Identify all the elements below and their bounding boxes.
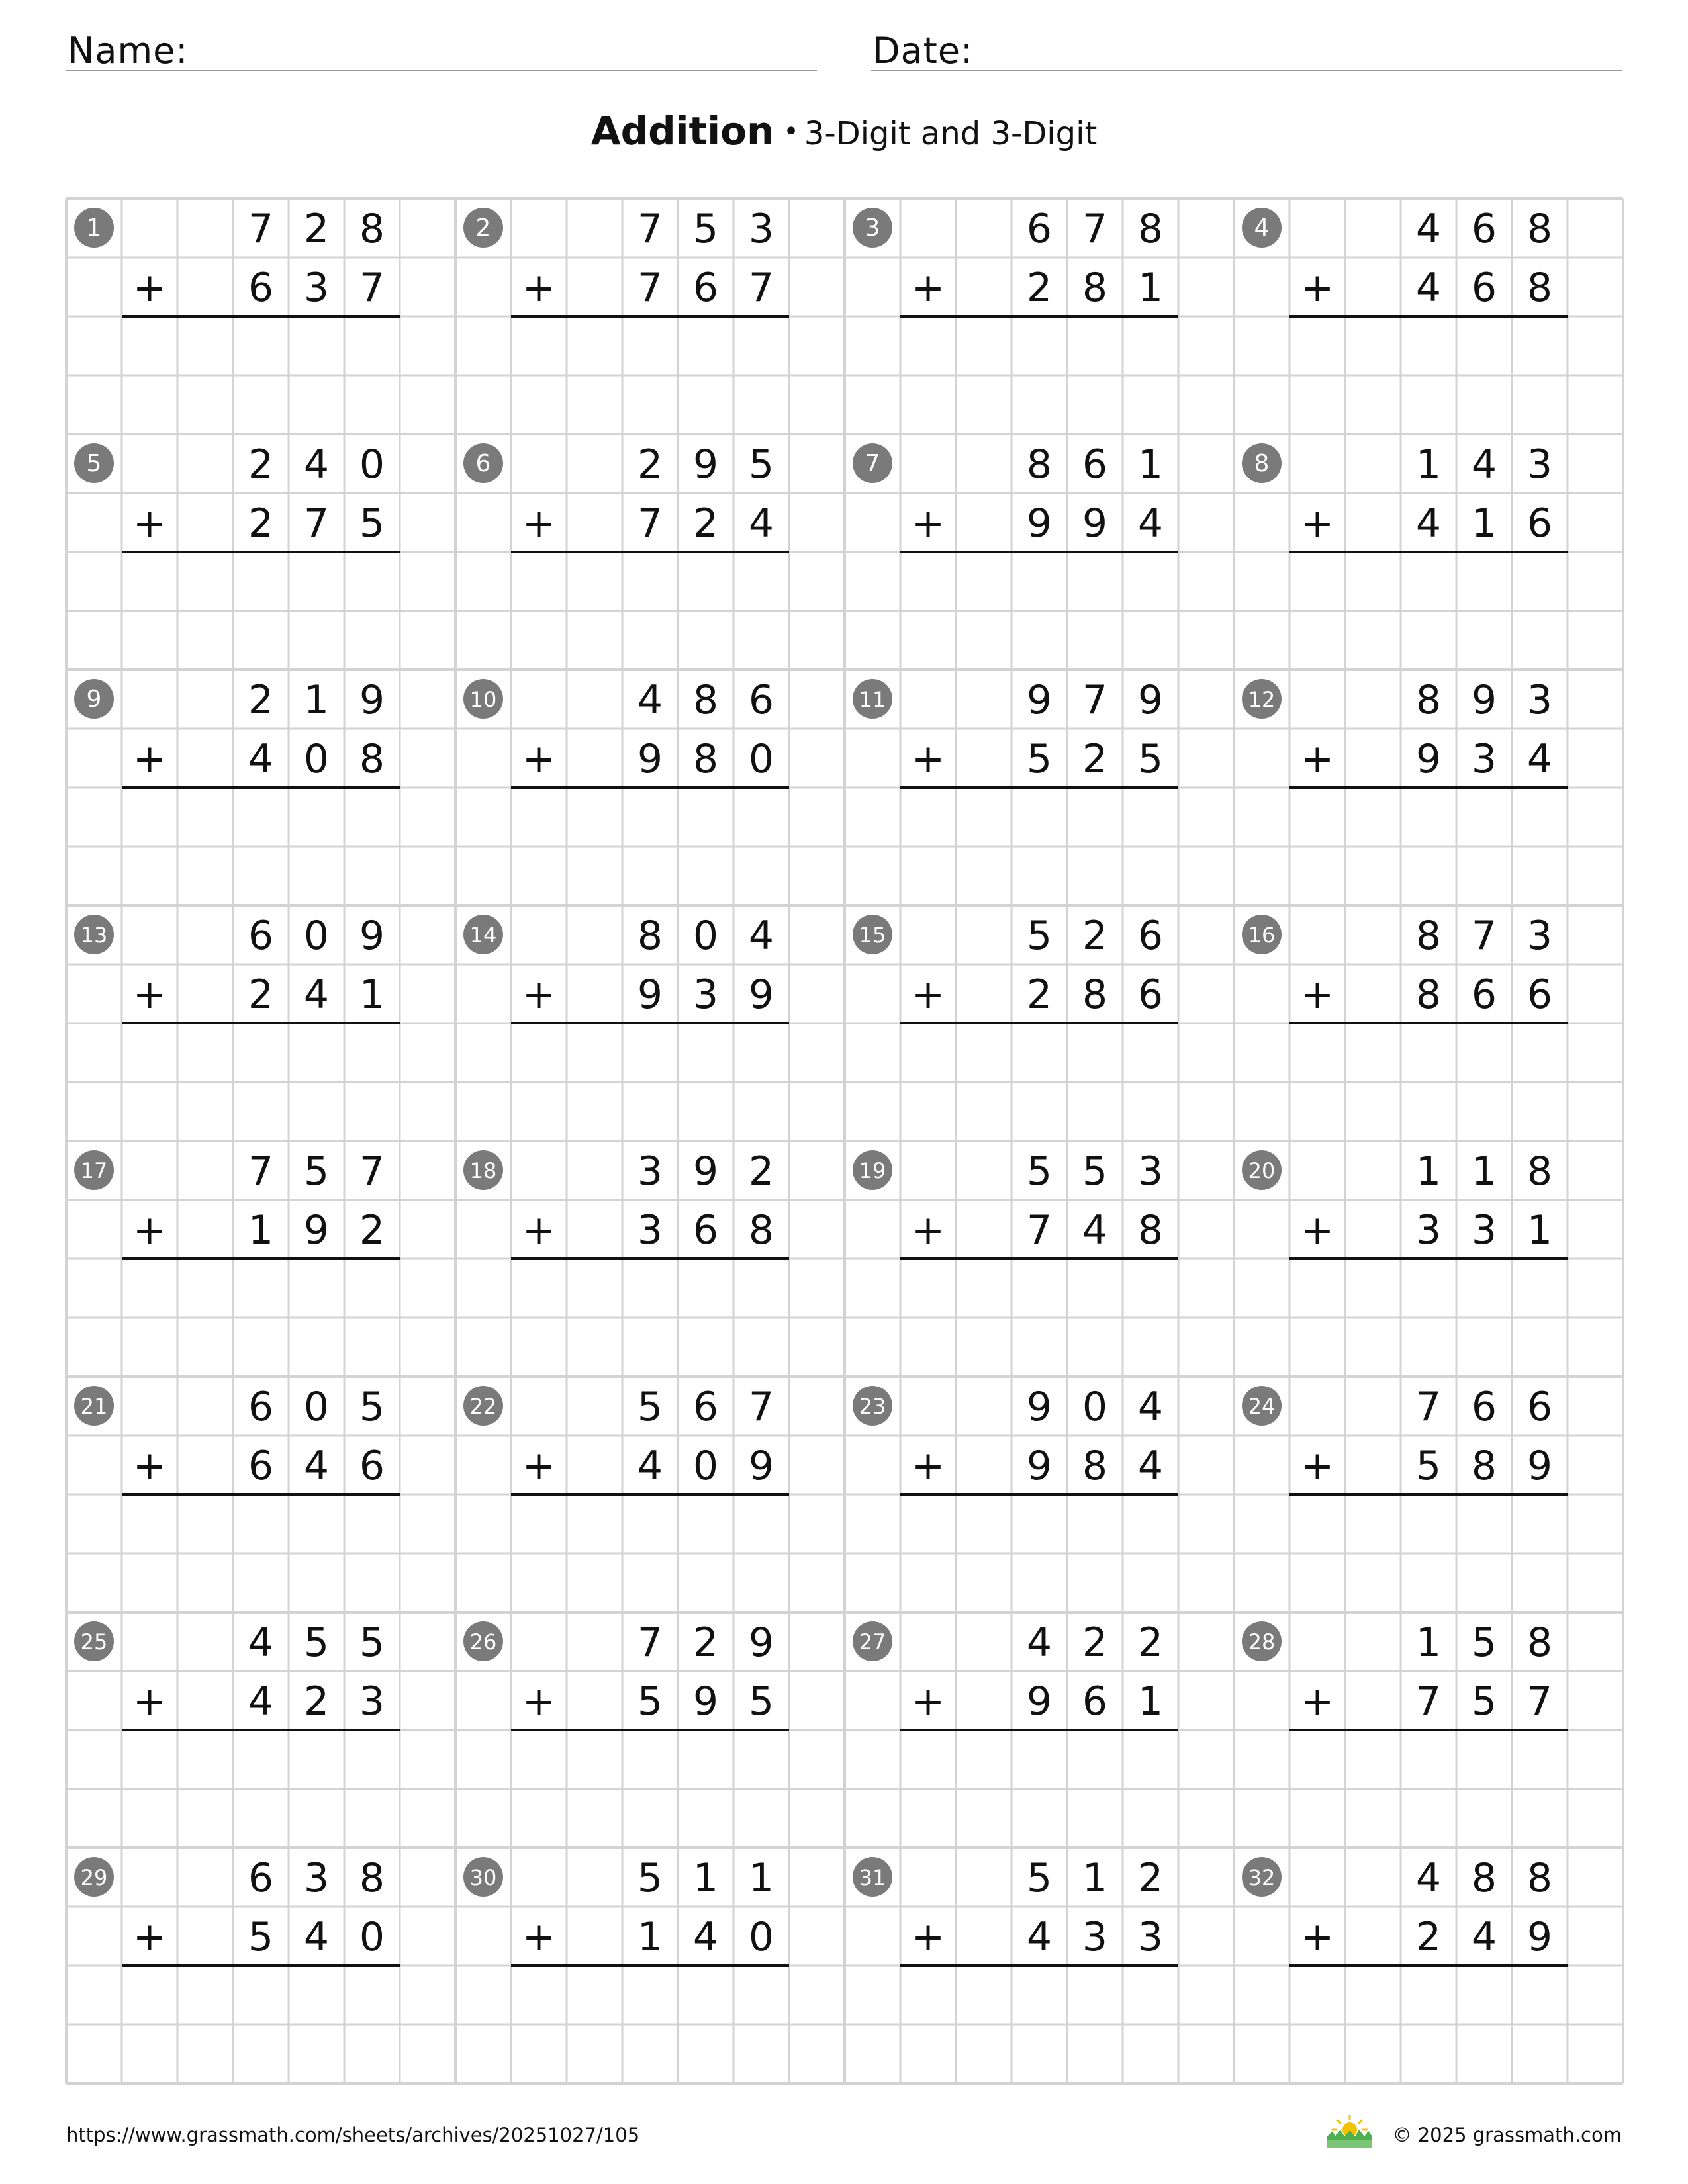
top-digit: 0 (303, 913, 330, 959)
problem-number: 7 (865, 450, 880, 477)
top-digit: 7 (1471, 913, 1497, 959)
bottom-digit: 9 (1526, 1443, 1553, 1489)
top-digit: 8 (1526, 1855, 1553, 1901)
bottom-digit: 3 (1471, 736, 1497, 782)
top-digit: 4 (1415, 1855, 1442, 1901)
title-separator: • (783, 116, 799, 147)
bottom-digit: 5 (637, 1678, 663, 1725)
bottom-digit: 2 (1415, 1914, 1442, 1960)
top-digit: 5 (1082, 1148, 1108, 1195)
bottom-digit: 4 (248, 1678, 274, 1725)
bottom-digit: 6 (1082, 1678, 1108, 1725)
top-digit: 5 (303, 1148, 330, 1195)
top-digit: 3 (748, 206, 774, 252)
operator-sign: + (132, 1678, 167, 1725)
top-digit: 8 (359, 206, 385, 252)
bottom-digit: 9 (692, 1678, 719, 1725)
top-digit: 8 (359, 1855, 385, 1901)
bottom-digit: 3 (637, 1207, 663, 1253)
date-label: Date: (872, 30, 974, 71)
bottom-digit: 8 (1082, 1443, 1108, 1489)
top-digit: 1 (1415, 441, 1442, 488)
top-digit: 4 (248, 1619, 274, 1666)
problem-number: 9 (86, 686, 102, 713)
top-digit: 2 (692, 1619, 719, 1666)
top-digit: 4 (1026, 1619, 1053, 1666)
bottom-digit: 8 (692, 736, 719, 782)
top-digit: 8 (1026, 441, 1053, 488)
operator-sign: + (911, 1914, 945, 1960)
top-digit: 6 (248, 1384, 274, 1430)
top-digit: 6 (248, 1855, 274, 1901)
top-digit: 6 (1526, 1384, 1553, 1430)
bottom-digit: 3 (692, 972, 719, 1018)
operator-sign: + (911, 1443, 945, 1489)
top-digit: 6 (748, 677, 774, 723)
bottom-digit: 7 (748, 265, 774, 311)
top-digit: 0 (303, 1384, 330, 1430)
bottom-digit: 7 (1526, 1678, 1553, 1725)
operator-sign: + (522, 736, 556, 782)
title-main: Addition (590, 109, 774, 154)
problem-number: 11 (859, 687, 886, 712)
top-digit: 9 (748, 1619, 774, 1666)
bottom-digit: 2 (1026, 972, 1053, 1018)
operator-sign: + (1300, 1443, 1335, 1489)
top-digit: 7 (359, 1148, 385, 1195)
operator-sign: + (1300, 1678, 1335, 1725)
problem-number: 1 (86, 214, 102, 242)
bottom-digit: 0 (692, 1443, 719, 1489)
bottom-digit: 0 (748, 1914, 774, 1960)
problem-number: 22 (469, 1394, 497, 1419)
top-digit: 2 (1137, 1855, 1164, 1901)
top-digit: 7 (637, 1619, 663, 1666)
top-digit: 2 (248, 677, 274, 723)
top-digit: 7 (1082, 677, 1108, 723)
bottom-digit: 5 (248, 1914, 274, 1960)
operator-sign: + (522, 500, 556, 547)
problem-number: 26 (469, 1629, 497, 1655)
bottom-digit: 9 (1415, 736, 1442, 782)
top-digit: 4 (1471, 441, 1497, 488)
bottom-digit: 2 (1082, 736, 1108, 782)
top-digit: 3 (1526, 441, 1553, 488)
bottom-digit: 2 (248, 972, 274, 1018)
problem-number: 29 (80, 1865, 108, 1890)
bottom-digit: 8 (1471, 1443, 1497, 1489)
bottom-digit: 9 (1026, 500, 1053, 547)
bottom-digit: 5 (1026, 736, 1053, 782)
top-digit: 5 (303, 1619, 330, 1666)
top-digit: 8 (1526, 1619, 1553, 1666)
problem-number: 4 (1254, 214, 1270, 242)
top-digit: 8 (692, 677, 719, 723)
top-digit: 4 (1415, 206, 1442, 252)
bottom-digit: 2 (359, 1207, 385, 1253)
title-subtitle: 3-Digit and 3-Digit (804, 115, 1098, 152)
bottom-digit: 9 (748, 972, 774, 1018)
bottom-digit: 0 (303, 736, 330, 782)
top-digit: 5 (1026, 1148, 1053, 1195)
problem-number: 10 (469, 687, 497, 712)
bottom-digit: 4 (1026, 1914, 1053, 1960)
bottom-digit: 4 (637, 1443, 663, 1489)
problem-number: 12 (1248, 687, 1276, 712)
bottom-digit: 1 (248, 1207, 274, 1253)
bottom-digit: 2 (248, 500, 274, 547)
top-digit: 3 (1526, 913, 1553, 959)
top-digit: 6 (692, 1384, 719, 1430)
top-digit: 3 (1137, 1148, 1164, 1195)
top-digit: 9 (1137, 677, 1164, 723)
problem-number: 18 (469, 1158, 497, 1183)
top-digit: 6 (1082, 441, 1108, 488)
top-digit: 7 (1082, 206, 1108, 252)
top-digit: 1 (1415, 1619, 1442, 1666)
top-digit: 8 (1526, 1148, 1553, 1195)
bottom-digit: 1 (1137, 265, 1164, 311)
top-digit: 2 (1082, 1619, 1108, 1666)
top-digit: 5 (359, 1619, 385, 1666)
operator-sign: + (911, 1207, 945, 1253)
operator-sign: + (522, 1443, 556, 1489)
bottom-digit: 6 (1471, 265, 1497, 311)
operator-sign: + (1300, 265, 1335, 311)
top-digit: 2 (637, 441, 663, 488)
bottom-digit: 4 (248, 736, 274, 782)
bottom-digit: 7 (1415, 1678, 1442, 1725)
top-digit: 5 (748, 441, 774, 488)
problem-number: 8 (1254, 450, 1270, 477)
top-digit: 5 (1471, 1619, 1497, 1666)
top-digit: 9 (692, 441, 719, 488)
top-digit: 7 (248, 1148, 274, 1195)
top-digit: 1 (1082, 1855, 1108, 1901)
problem-number: 24 (1248, 1394, 1276, 1419)
top-digit: 1 (692, 1855, 719, 1901)
problem-number: 14 (469, 923, 497, 948)
bottom-digit: 8 (1526, 265, 1553, 311)
bottom-digit: 4 (1415, 265, 1442, 311)
operator-sign: + (132, 500, 167, 547)
problem-number: 5 (86, 450, 102, 477)
operator-sign: + (132, 972, 167, 1018)
bottom-digit: 4 (1471, 1914, 1497, 1960)
bottom-digit: 5 (748, 1678, 774, 1725)
operator-sign: + (1300, 500, 1335, 547)
top-digit: 8 (1415, 677, 1442, 723)
problem-number: 21 (80, 1394, 108, 1419)
bottom-digit: 6 (692, 1207, 719, 1253)
problem-number: 19 (859, 1158, 886, 1183)
bottom-digit: 6 (692, 265, 719, 311)
top-digit: 9 (359, 677, 385, 723)
problem-number: 32 (1248, 1865, 1276, 1890)
operator-sign: + (911, 1678, 945, 1725)
top-digit: 3 (1526, 677, 1553, 723)
operator-sign: + (1300, 1207, 1335, 1253)
bottom-digit: 9 (637, 736, 663, 782)
bottom-digit: 2 (692, 500, 719, 547)
top-digit: 0 (1082, 1384, 1108, 1430)
bottom-digit: 9 (1526, 1914, 1553, 1960)
bottom-digit: 8 (748, 1207, 774, 1253)
bottom-digit: 7 (637, 265, 663, 311)
top-digit: 9 (1026, 677, 1053, 723)
top-digit: 0 (692, 913, 719, 959)
bottom-digit: 6 (1526, 500, 1553, 547)
top-digit: 9 (692, 1148, 719, 1195)
top-digit: 9 (1471, 677, 1497, 723)
bottom-digit: 1 (1137, 1678, 1164, 1725)
problem-number: 25 (80, 1629, 108, 1655)
operator-sign: + (522, 265, 556, 311)
bottom-digit: 9 (1026, 1443, 1053, 1489)
top-digit: 5 (359, 1384, 385, 1430)
bottom-digit: 8 (359, 736, 385, 782)
problem-number: 20 (1248, 1158, 1276, 1183)
bottom-digit: 5 (359, 500, 385, 547)
bottom-digit: 1 (1526, 1207, 1553, 1253)
footer-url[interactable]: https://www.grassmath.com/sheets/archives/20251027/105 (66, 2124, 640, 2146)
bottom-digit: 8 (1415, 972, 1442, 1018)
bottom-digit: 9 (637, 972, 663, 1018)
top-digit: 8 (637, 913, 663, 959)
top-digit: 8 (1415, 913, 1442, 959)
bottom-digit: 6 (1471, 972, 1497, 1018)
bottom-digit: 7 (303, 500, 330, 547)
bottom-digit: 7 (637, 500, 663, 547)
top-digit: 8 (1526, 206, 1553, 252)
bottom-digit: 4 (748, 500, 774, 547)
operator-sign: + (522, 972, 556, 1018)
operator-sign: + (132, 1914, 167, 1960)
top-digit: 1 (1415, 1148, 1442, 1195)
bottom-digit: 4 (1137, 1443, 1164, 1489)
bottom-digit: 4 (1082, 1207, 1108, 1253)
top-digit: 6 (1026, 206, 1053, 252)
top-digit: 7 (748, 1384, 774, 1430)
top-digit: 6 (1471, 206, 1497, 252)
operator-sign: + (911, 736, 945, 782)
problem-number: 3 (865, 214, 880, 242)
top-digit: 2 (303, 206, 330, 252)
bottom-digit: 5 (1137, 736, 1164, 782)
operator-sign: + (1300, 736, 1335, 782)
top-digit: 4 (303, 441, 330, 488)
bottom-digit: 3 (1082, 1914, 1108, 1960)
top-digit: 5 (637, 1855, 663, 1901)
top-digit: 9 (359, 913, 385, 959)
bottom-digit: 2 (303, 1678, 330, 1725)
top-digit: 2 (1137, 1619, 1164, 1666)
top-digit: 1 (1137, 441, 1164, 488)
bottom-digit: 9 (748, 1443, 774, 1489)
top-digit: 1 (748, 1855, 774, 1901)
bottom-digit: 5 (1415, 1443, 1442, 1489)
top-digit: 0 (359, 441, 385, 488)
problem-number: 15 (859, 923, 886, 948)
top-digit: 5 (692, 206, 719, 252)
bottom-digit: 7 (359, 265, 385, 311)
name-label: Name: (68, 30, 189, 71)
bottom-digit: 8 (1082, 265, 1108, 311)
bottom-digit: 6 (248, 1443, 274, 1489)
top-digit: 6 (1471, 1384, 1497, 1430)
footer-copyright: © 2025 grassmath.com (1392, 2124, 1622, 2146)
problem-number: 13 (80, 923, 108, 948)
bottom-digit: 4 (1415, 500, 1442, 547)
operator-sign: + (132, 736, 167, 782)
bottom-digit: 5 (1471, 1678, 1497, 1725)
bottom-digit: 4 (303, 1914, 330, 1960)
operator-sign: + (132, 1443, 167, 1489)
bottom-digit: 0 (359, 1914, 385, 1960)
top-digit: 2 (748, 1148, 774, 1195)
problem-number: 16 (1248, 923, 1276, 948)
bottom-digit: 3 (1137, 1914, 1164, 1960)
top-digit: 4 (637, 677, 663, 723)
top-digit: 1 (1471, 1148, 1497, 1195)
top-digit: 7 (1415, 1384, 1442, 1430)
bottom-digit: 6 (1137, 972, 1164, 1018)
bottom-digit: 1 (359, 972, 385, 1018)
problem-number: 31 (859, 1865, 886, 1890)
bottom-digit: 7 (1026, 1207, 1053, 1253)
bottom-digit: 6 (248, 265, 274, 311)
bottom-digit: 9 (303, 1207, 330, 1253)
bottom-digit: 4 (692, 1914, 719, 1960)
problem-number: 27 (859, 1629, 886, 1655)
operator-sign: + (522, 1207, 556, 1253)
bottom-digit: 9 (1026, 1678, 1053, 1725)
bottom-digit: 6 (1526, 972, 1553, 1018)
top-digit: 5 (1026, 913, 1053, 959)
top-digit: 6 (1137, 913, 1164, 959)
problem-number: 28 (1248, 1629, 1276, 1655)
problem-number: 2 (475, 214, 491, 242)
bottom-digit: 3 (1471, 1207, 1497, 1253)
operator-sign: + (132, 265, 167, 311)
top-digit: 7 (248, 206, 274, 252)
top-digit: 4 (748, 913, 774, 959)
top-digit: 3 (303, 1855, 330, 1901)
operator-sign: + (1300, 972, 1335, 1018)
bottom-digit: 6 (359, 1443, 385, 1489)
operator-sign: + (1300, 1914, 1335, 1960)
problem-number: 17 (80, 1158, 108, 1183)
top-digit: 5 (637, 1384, 663, 1430)
top-digit: 5 (1026, 1855, 1053, 1901)
bottom-digit: 2 (1026, 265, 1053, 311)
bottom-digit: 3 (303, 265, 330, 311)
operator-sign: + (522, 1678, 556, 1725)
bottom-digit: 4 (303, 1443, 330, 1489)
problem-number: 23 (859, 1394, 886, 1419)
top-digit: 3 (637, 1148, 663, 1195)
top-digit: 2 (1082, 913, 1108, 959)
bottom-digit: 4 (303, 972, 330, 1018)
operator-sign: + (522, 1914, 556, 1960)
bottom-digit: 8 (1137, 1207, 1164, 1253)
top-digit: 2 (248, 441, 274, 488)
top-digit: 9 (1026, 1384, 1053, 1430)
bottom-digit: 0 (748, 736, 774, 782)
top-digit: 8 (1471, 1855, 1497, 1901)
grass-sun-logo-icon (1326, 2110, 1374, 2150)
bottom-digit: 1 (1471, 500, 1497, 547)
bottom-digit: 4 (1137, 500, 1164, 547)
top-digit: 6 (248, 913, 274, 959)
top-digit: 4 (1137, 1384, 1164, 1430)
operator-sign: + (911, 972, 945, 1018)
operator-sign: + (911, 265, 945, 311)
bottom-digit: 9 (1082, 500, 1108, 547)
top-digit: 8 (1137, 206, 1164, 252)
bottom-digit: 3 (359, 1678, 385, 1725)
top-digit: 7 (637, 206, 663, 252)
top-digit: 1 (303, 677, 330, 723)
problem-number: 30 (469, 1865, 497, 1890)
operator-sign: + (911, 500, 945, 547)
operator-sign: + (132, 1207, 167, 1253)
bottom-digit: 4 (1526, 736, 1553, 782)
bottom-digit: 8 (1082, 972, 1108, 1018)
problem-number: 6 (475, 450, 491, 477)
bottom-digit: 3 (1415, 1207, 1442, 1253)
bottom-digit: 1 (637, 1914, 663, 1960)
